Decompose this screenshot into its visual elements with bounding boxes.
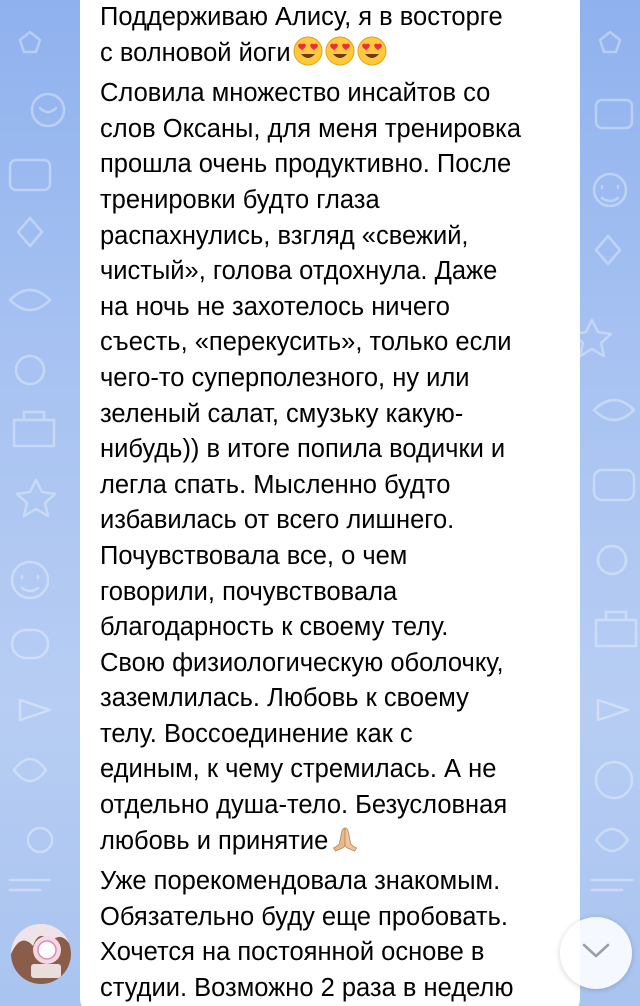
message-text <box>100 0 570 1006</box>
message-line: говорили, почувствовала <box>100 577 398 606</box>
message-line: слов Оксаны, для меня тренировка <box>100 114 522 143</box>
message-line: студии. Возможно 2 раза в неделю <box>100 974 514 1003</box>
sender-avatar[interactable] <box>11 924 71 984</box>
message-line: съесть, «перекусить», только если <box>100 328 512 357</box>
message-line-text: любовь и принятие <box>100 826 329 855</box>
message-line: Обязательно буду еще пробовать. <box>100 902 508 931</box>
chevron-down-icon <box>581 942 611 965</box>
message-line: Почувствовала все, о чем <box>100 541 408 570</box>
smiling-face-with-heart-eyes-icon <box>357 36 387 77</box>
message-line: отдельно душа-тело. Безусловная <box>100 791 508 820</box>
message-line: Словила множество инсайтов со <box>100 79 491 108</box>
message-line: единым, к чему стремилась. А не <box>100 755 497 784</box>
smiling-face-with-heart-eyes-icon <box>325 36 355 77</box>
message-line-with-emoji <box>100 824 570 865</box>
message-line-text: с волновой йоги <box>100 38 291 67</box>
scroll-to-bottom-button[interactable] <box>560 917 632 989</box>
message-line: Хочется на постоянной основе в <box>100 938 485 967</box>
message-line: легла спать. Мысленно будто <box>100 470 451 499</box>
message-line: нибудь)) в итоге попила водички и <box>100 435 506 464</box>
message-line-with-emoji <box>100 36 570 77</box>
message-line: распахнулись, взгляд «свежий, <box>100 221 469 250</box>
smiling-face-with-heart-eyes-icon <box>293 36 323 77</box>
folded-hands-icon <box>330 824 360 865</box>
message-line: тренировки будто глаза <box>100 185 380 214</box>
message-line: Уже порекомендовала знакомым. <box>100 867 501 896</box>
message-line: прошла очень продуктивно. После <box>100 150 512 179</box>
message-line: телу. Воссоединение как с <box>100 719 413 748</box>
message-line: Свою физиологическую оболочку, <box>100 648 504 677</box>
message-line: чистый», голова отдохнула. Даже <box>100 257 498 286</box>
message-line: заземлилась. Любовь к своему <box>100 684 469 713</box>
message-line: избавилась от всего лишнего. <box>100 506 455 535</box>
message-line: на ночь не захотелось ничего <box>100 292 450 321</box>
message-line: Поддерживаю Алису, я в восторге <box>100 3 503 31</box>
message-line: чего-то суперполезного, ну или <box>100 363 470 392</box>
message-line: зеленый салат, смузьку какую- <box>100 399 464 428</box>
message-line: благодарность к своему телу. <box>100 613 449 642</box>
